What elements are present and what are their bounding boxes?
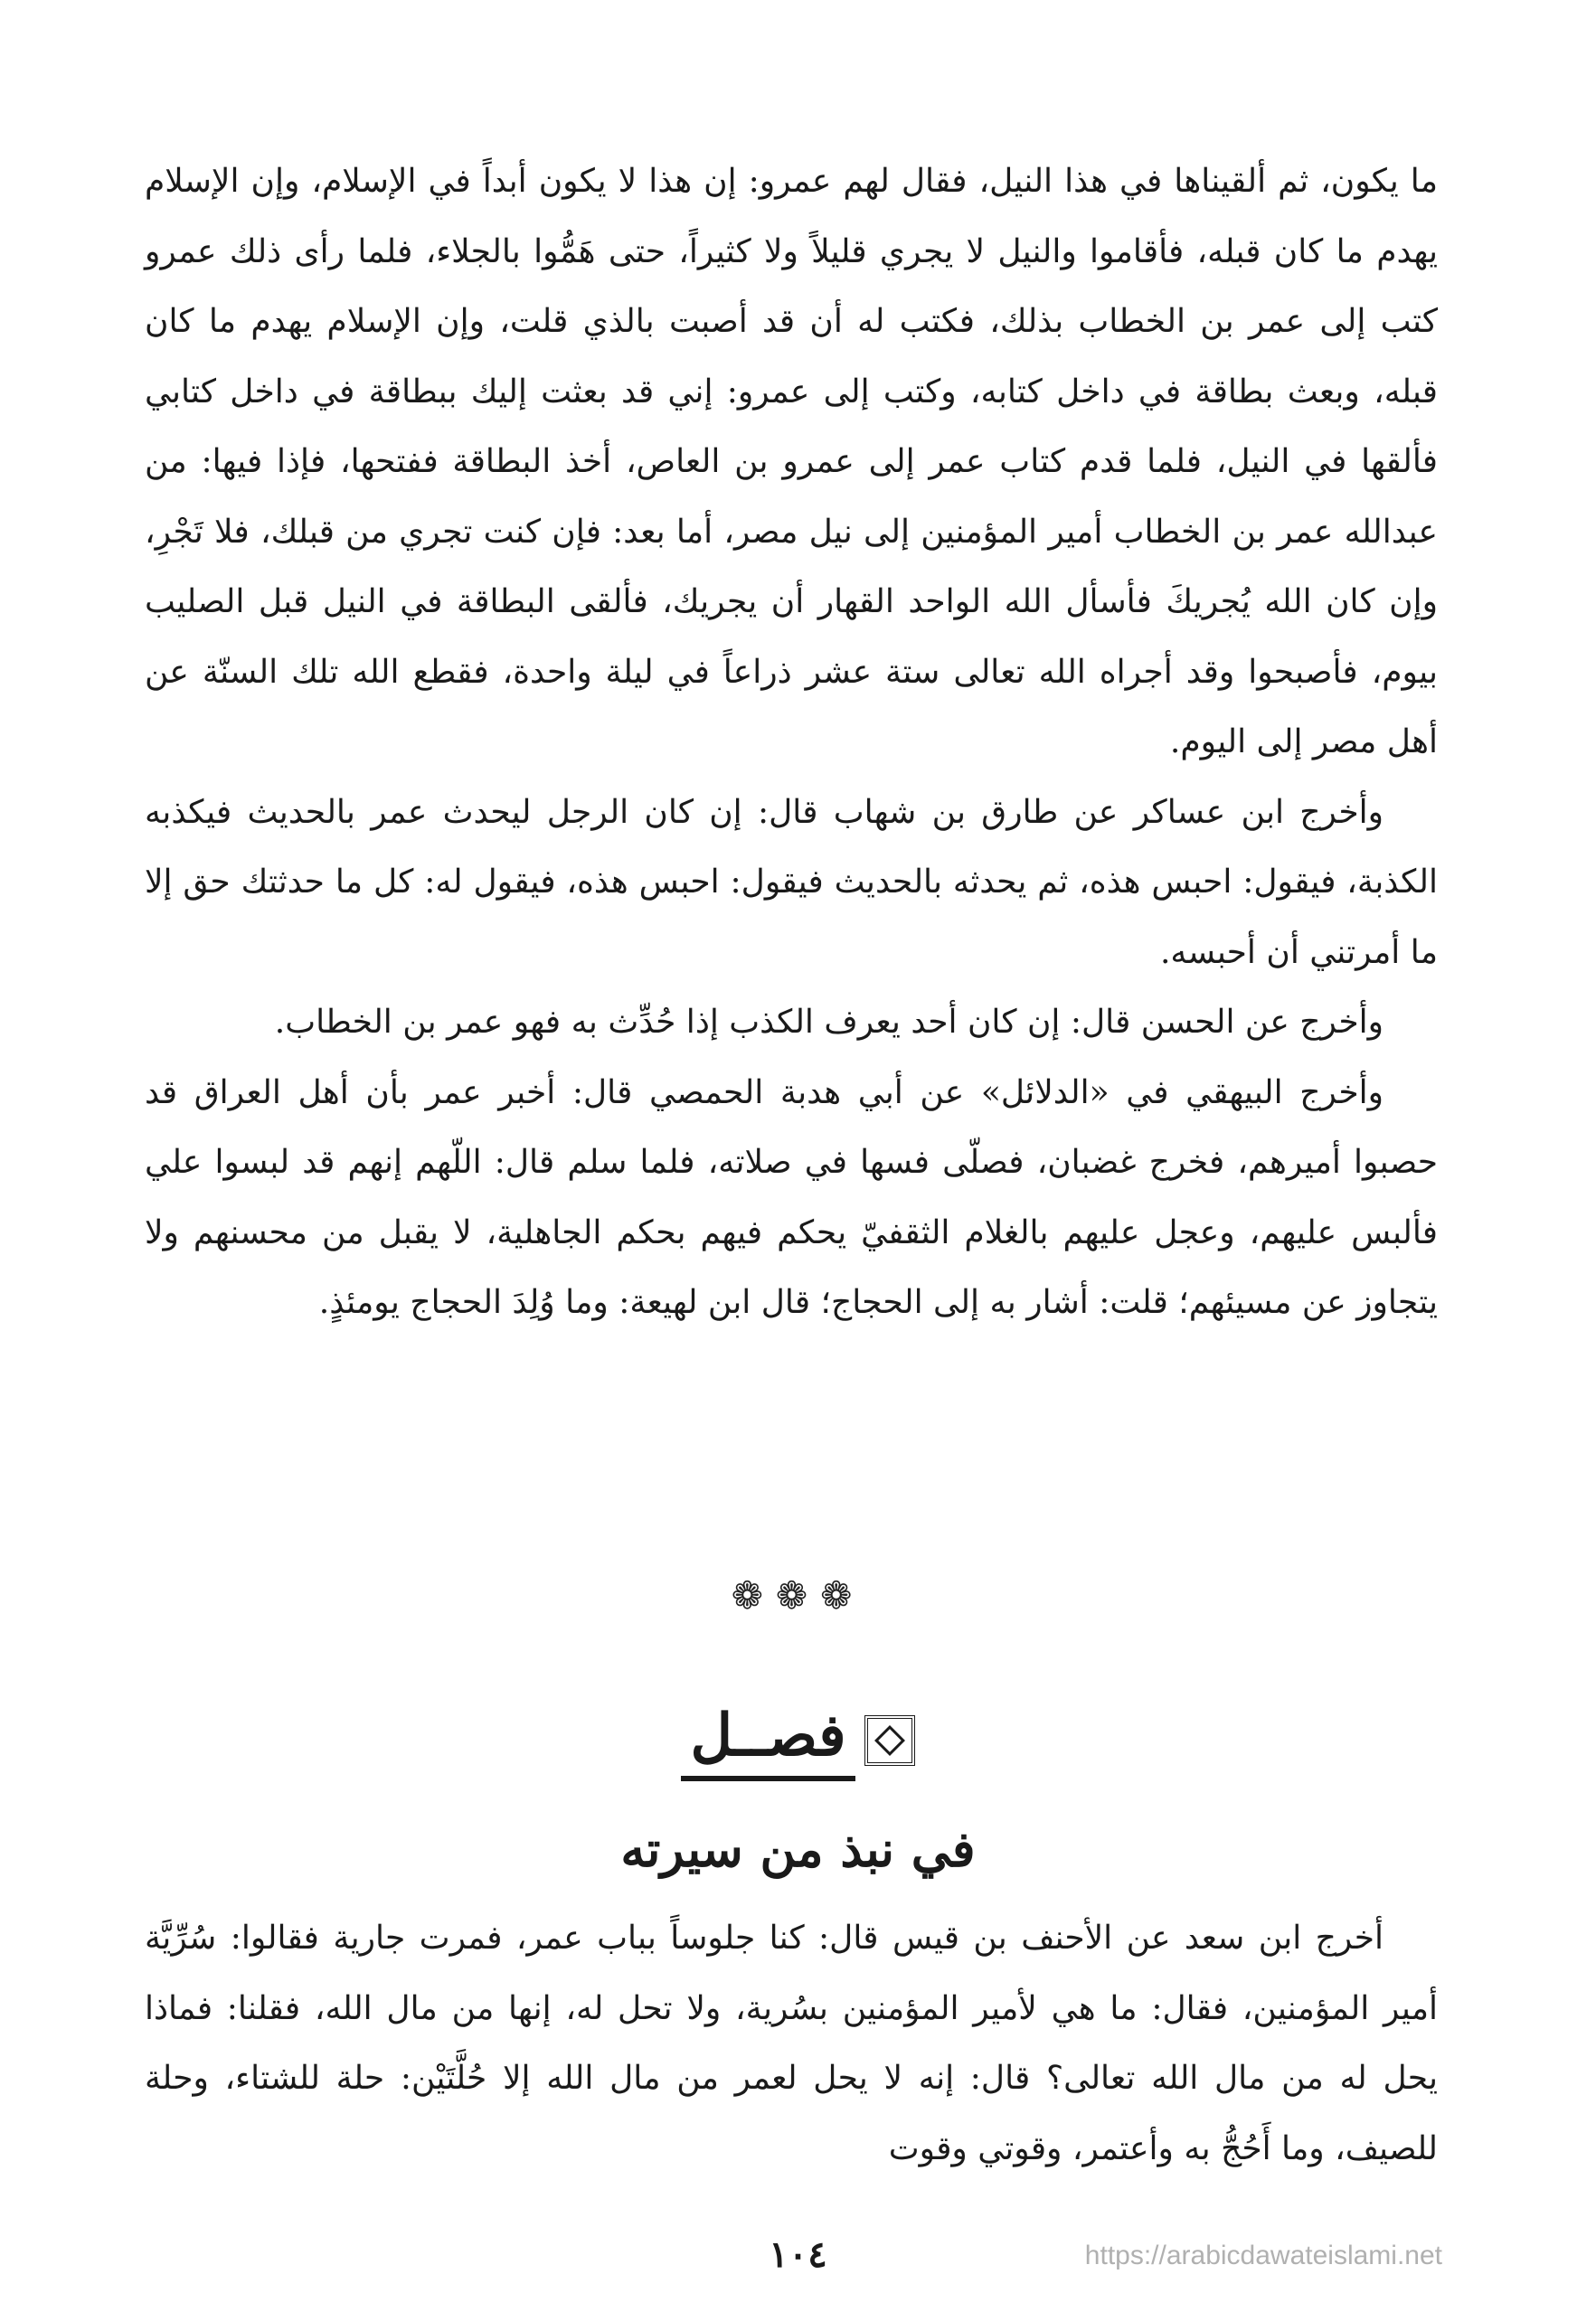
page-number: ١٠٤ — [769, 2233, 827, 2276]
section-subtitle: في نبذ من سيرته — [620, 1820, 976, 1878]
section-text-block — [145, 1903, 1438, 2184]
main-text-block — [145, 146, 1438, 1338]
paragraph-3: وأخرج عن الحسن قال: إن كان أحد يعرف الكذب إذا حُدِّث به فهو عمر بن الخطاب. — [274, 1004, 1384, 1041]
section-title: فصــل — [681, 1700, 855, 1781]
section-divider-ornament: ❁❁❁ — [731, 1573, 865, 1618]
paragraph-2: وأخرج ابن عساكر عن طارق بن شهاب قال: إن كان الرجل ليحدث عمر بالحديث فيكذبه الكذبة، فيقول: احبس هذه، ثم يحدثه بالحديث فيقول: احبس هذه، فيقول له: كل ما حدثتك حق إلا ما أمرتني أن أحبسه. — [145, 793, 1438, 971]
paragraph-1: ما يكون، ثم ألقيناها في هذا النيل، فقال لهم عمرو: إن هذا لا يكون أبداً في الإسلام، وإن الإسلام يهدم ما كان قبله، فأقاموا والنيل لا يجري قليلاً ولا كثيراً، حتى هَمُّوا بالجلاء، فلما رأى ذلك عمرو كتب إلى عمر بن الخطاب بذلك، فكتب له أن قد أصبت بالذي قلت، وإن الإسلام يهدم ما كان قبله، وبعث بطاقة في داخل كتابه، وكتب إلى عمرو: إني قد بعثت إليك ببطاقة في داخل كتابي فألقها في النيل، فلما قدم كتاب عمر إلى عمرو بن العاص، أخذ البطاقة ففتحها، فإذا فيها: من عبدالله عمر بن الخطاب أمير المؤمنين إلى نيل مصر، أما بعد: فإن كنت تجري من قبلك، فلا تَجْرِ، وإن كان الله يُجريكَ فأسأل الله الواحد القهار أن يجريك، فألقى البطاقة في النيل قبل الصليب بيوم، فأصبحوا وقد أجراه الله تعالى ستة عشر ذراعاً في ليلة واحدة، فقطع الله تلك السنّة عن أهل مصر إلى اليوم. — [145, 163, 1438, 760]
section-heading — [0, 1700, 1596, 1781]
watermark-url: https://arabicdawateislami.net — [1084, 2241, 1442, 2270]
paragraph-5: أخرج ابن سعد عن الأحنف بن قيس قال: كنا جلوساً بباب عمر، فمرت جارية فقالوا: سُرِّيَّة أمير المؤمنين، فقال: ما هي لأمير المؤمنين بسُرية، ولا تحل له، إنها من مال الله، فقلنا: فماذا يحل له من مال الله تعالى؟ قال: إنه لا يحل لعمر من مال الله إلا حُلَّتَيْن: حلة للشتاء، وحلة للصيف، وما أَحُجُّ به وأعتمر، وقوتي وقوت — [145, 1920, 1438, 2167]
paragraph-4: وأخرج البيهقي في «الدلائل» عن أبي هدبة الحمصي قال: أخبر عمر بأن أهل العراق قد حصبوا أميرهم، فخرج غضبان، فصلّى فسها في صلاته، فلما سلم قال: اللّهم إنهم قد لبسوا علي فألبس عليهم، وعجل عليهم بالغلام الثقفيّ يحكم فيهم بحكم الجاهلية، لا يقبل من محسنهم ولا يتجاوز عن مسيئهم؛ قلت: أشار به إلى الحجاج؛ قال ابن لهيعة: وما وُلِدَ الحجاج يومئذٍ. — [145, 1073, 1438, 1321]
ornamental-frame-icon — [864, 1715, 915, 1766]
